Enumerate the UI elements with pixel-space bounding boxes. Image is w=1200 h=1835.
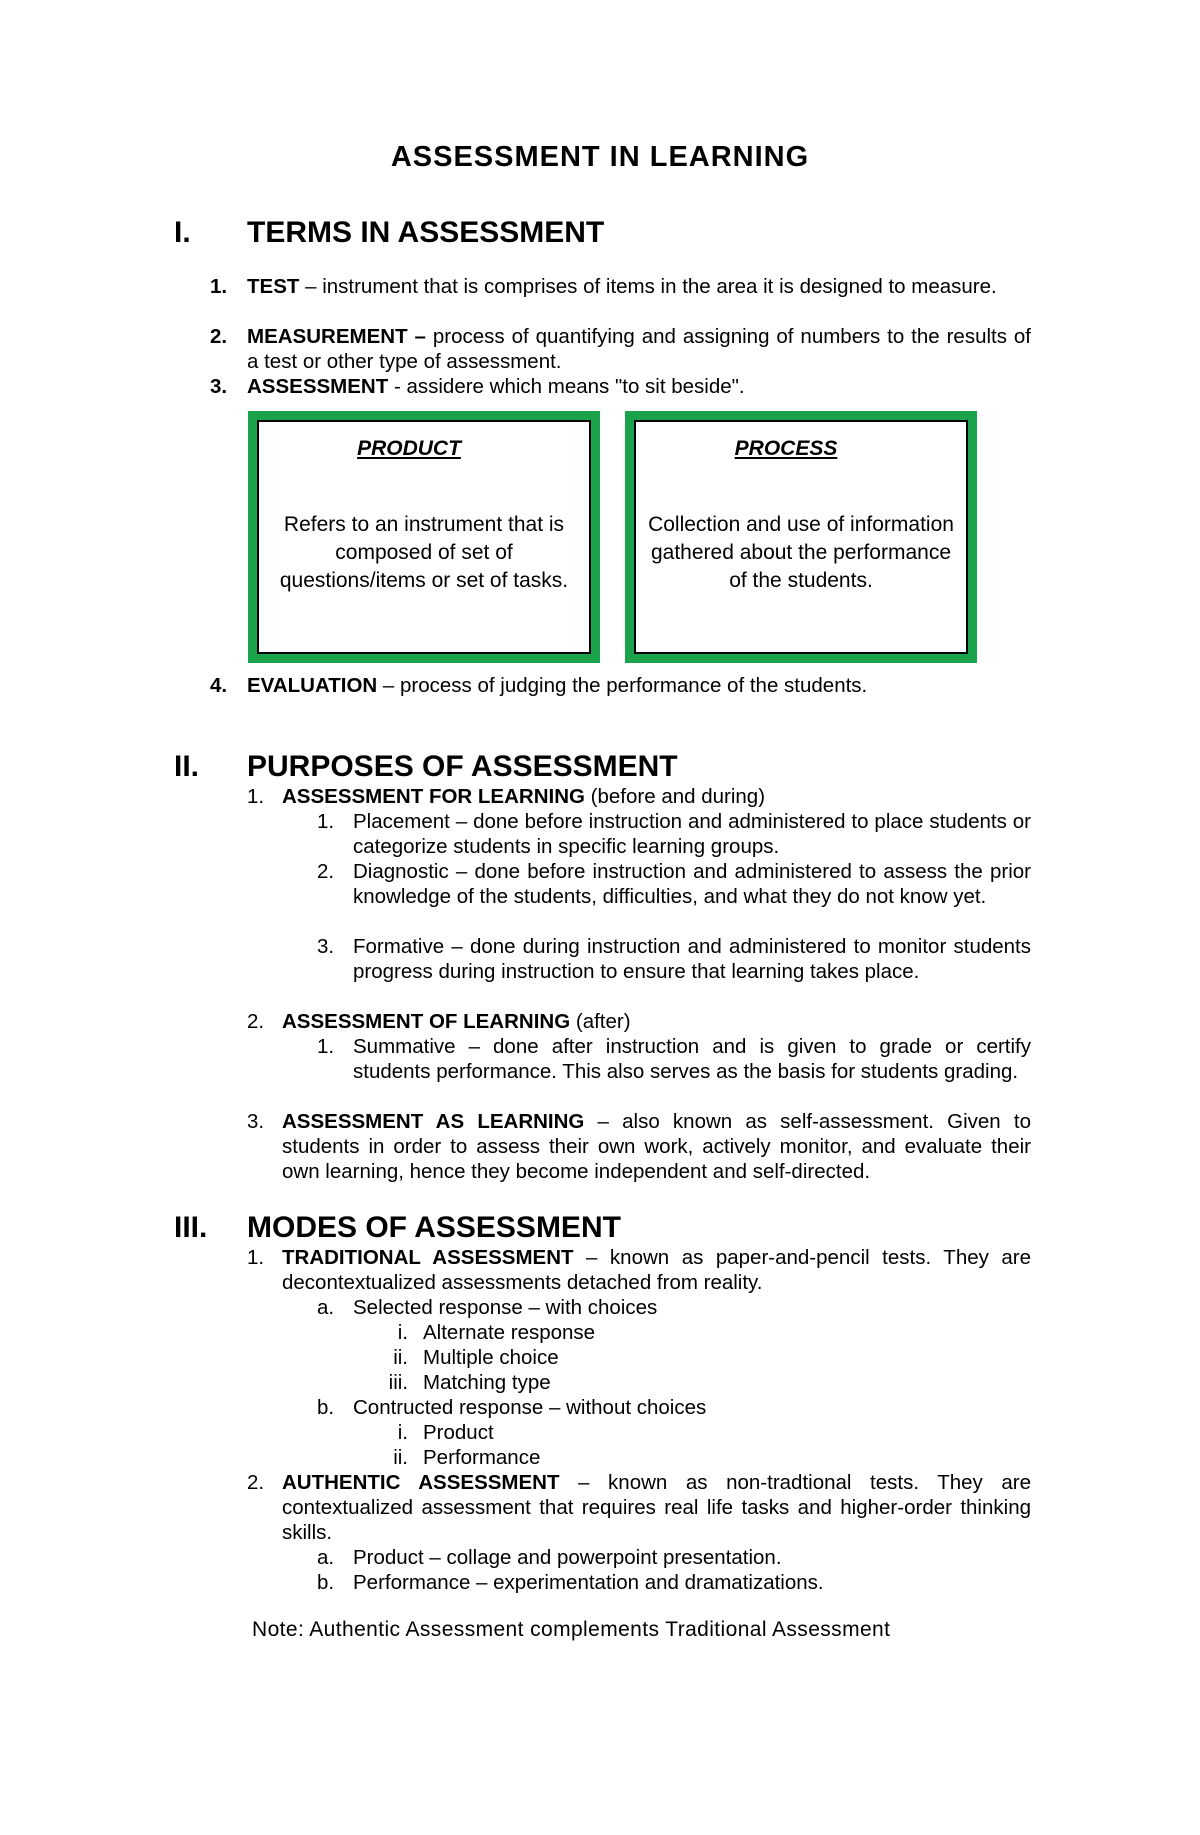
mode-1 bbox=[282, 1245, 1031, 1295]
term-1-number: 1. bbox=[210, 275, 228, 298]
mode-2-label: AUTHENTIC ASSESSMENT bbox=[282, 1471, 560, 1494]
product-box-text: Refers to an instrument that is composed of set of questions/items or set of tasks. bbox=[279, 513, 569, 592]
mode-1-sub-b-i: Product bbox=[423, 1421, 494, 1444]
mode-2-sub-a-number: a. bbox=[317, 1546, 335, 1569]
term-3-definition: - assidere which means "to sit beside". bbox=[388, 375, 745, 398]
purpose-3 bbox=[282, 1109, 1031, 1184]
mode-2-sub-b: Performance – experimentation and dramatizations. bbox=[353, 1571, 824, 1594]
term-3 bbox=[247, 374, 1031, 399]
term-2-number: 2. bbox=[210, 325, 228, 348]
mode-1-sub-a: Selected response – with choices bbox=[353, 1296, 658, 1319]
mode-2 bbox=[282, 1470, 1031, 1545]
term-1-definition: – instrument that is comprises of items in the area it is designed to measure. bbox=[299, 275, 997, 298]
purpose-2-number: 2. bbox=[247, 1010, 265, 1033]
process-box-heading: PROCESS bbox=[734, 437, 838, 460]
purpose-1-sub-3-number: 3. bbox=[317, 935, 335, 958]
mode-1-sub-a-ii: Multiple choice bbox=[423, 1346, 559, 1369]
purpose-1-label: ASSESSMENT FOR LEARNING bbox=[282, 785, 585, 808]
purpose-2-sub-1: Summative – done after instruction and is given to grade or certify students performance. This also serves as the basis for students grading. bbox=[353, 1035, 1031, 1083]
purpose-1-sub-2: Diagnostic – done before instruction and administered to assess the prior knowledge of the students, difficulties, and what they do not know yet. bbox=[353, 860, 1031, 908]
mode-2-sub-b-number: b. bbox=[317, 1571, 335, 1594]
mode-2-definition: – known as non-tradtional tests. They are contextualized assessment that requires real life tasks and higher-order thinking skills. bbox=[282, 1471, 1031, 1544]
purpose-1 bbox=[282, 784, 1031, 809]
mode-1-definition: – known as paper-and-pencil tests. They are decontextualized assessments detached from reality. bbox=[282, 1246, 1031, 1294]
term-4-number: 4. bbox=[210, 674, 228, 697]
purpose-2-label: ASSESSMENT OF LEARNING bbox=[282, 1010, 571, 1033]
mode-1-number: 1. bbox=[247, 1246, 265, 1269]
mode-1-sub-b-ii: Performance bbox=[423, 1446, 541, 1469]
section-2-number: II. bbox=[174, 750, 200, 783]
term-2-label: MEASUREMENT – bbox=[247, 325, 426, 348]
term-2 bbox=[247, 324, 1031, 374]
term-3-number: 3. bbox=[210, 375, 228, 398]
mode-1-sub-a-iii-number: iii. bbox=[388, 1371, 408, 1394]
mode-1-sub-b-ii-number: ii. bbox=[393, 1446, 408, 1469]
term-1-label: TEST bbox=[247, 275, 300, 298]
mode-1-sub-a-i: Alternate response bbox=[423, 1321, 596, 1344]
term-2-definition: process of quantifying and assigning of numbers to the results of a test or other type of assessment. bbox=[247, 325, 1031, 373]
mode-1-sub-b: Contructed response – without choices bbox=[353, 1396, 707, 1419]
mode-1-sub-a-number: a. bbox=[317, 1296, 335, 1319]
document-title: ASSESSMENT IN LEARNING bbox=[390, 141, 810, 173]
term-1 bbox=[247, 274, 1031, 299]
purpose-2 bbox=[282, 1009, 1031, 1034]
purpose-1-sub-1: Placement – done before instruction and administered to place students or categorize students in specific learning groups. bbox=[353, 810, 1031, 858]
mode-1-sub-a-ii-number: ii. bbox=[393, 1346, 408, 1369]
product-box bbox=[248, 411, 600, 663]
term-3-label: ASSESSMENT bbox=[247, 375, 389, 398]
purpose-1-sub-3: Formative – done during instruction and administered to monitor students progress during instruction to ensure that learning takes place. bbox=[353, 935, 1031, 983]
section-2-title: PURPOSES OF ASSESSMENT bbox=[247, 750, 678, 783]
mode-1-sub-b-i-number: i. bbox=[397, 1421, 408, 1444]
section-3-title: MODES OF ASSESSMENT bbox=[247, 1211, 621, 1244]
product-box-heading: PRODUCT bbox=[357, 437, 461, 460]
term-4 bbox=[247, 673, 1031, 698]
footer-note: Note: Authentic Assessment complements Traditional Assessment bbox=[252, 1618, 891, 1641]
section-1-number: I. bbox=[174, 216, 191, 249]
purpose-1-note: (before and during) bbox=[584, 785, 766, 808]
purpose-3-number: 3. bbox=[247, 1110, 265, 1133]
section-3-number: III. bbox=[174, 1211, 208, 1244]
process-box-text: Collection and use of information gathered about the performance of the students. bbox=[648, 513, 954, 592]
mode-1-sub-a-iii: Matching type bbox=[423, 1371, 551, 1394]
process-box bbox=[625, 411, 977, 663]
section-1-title: TERMS IN ASSESSMENT bbox=[247, 216, 605, 249]
purpose-2-note: (after) bbox=[570, 1010, 631, 1033]
purpose-1-sub-1-number: 1. bbox=[317, 810, 335, 833]
mode-2-sub-a: Product – collage and powerpoint presentation. bbox=[353, 1546, 782, 1569]
purpose-3-label: ASSESSMENT AS LEARNING bbox=[282, 1110, 585, 1133]
purpose-3-definition: – also known as self-assessment. Given to students in order to assess their own work, actively monitor, and evaluate their own learning, hence they become independent and self-directed. bbox=[282, 1110, 1031, 1183]
term-4-definition: – process of judging the performance of the students. bbox=[377, 674, 868, 697]
purpose-1-sub-2-number: 2. bbox=[317, 860, 335, 883]
mode-1-label: TRADITIONAL ASSESSMENT bbox=[282, 1246, 574, 1269]
mode-2-number: 2. bbox=[247, 1471, 265, 1494]
mode-1-sub-a-i-number: i. bbox=[397, 1321, 408, 1344]
mode-1-sub-b-number: b. bbox=[317, 1396, 335, 1419]
purpose-2-sub-1-number: 1. bbox=[317, 1035, 335, 1058]
purpose-1-number: 1. bbox=[247, 785, 265, 808]
term-4-label: EVALUATION bbox=[247, 674, 378, 697]
